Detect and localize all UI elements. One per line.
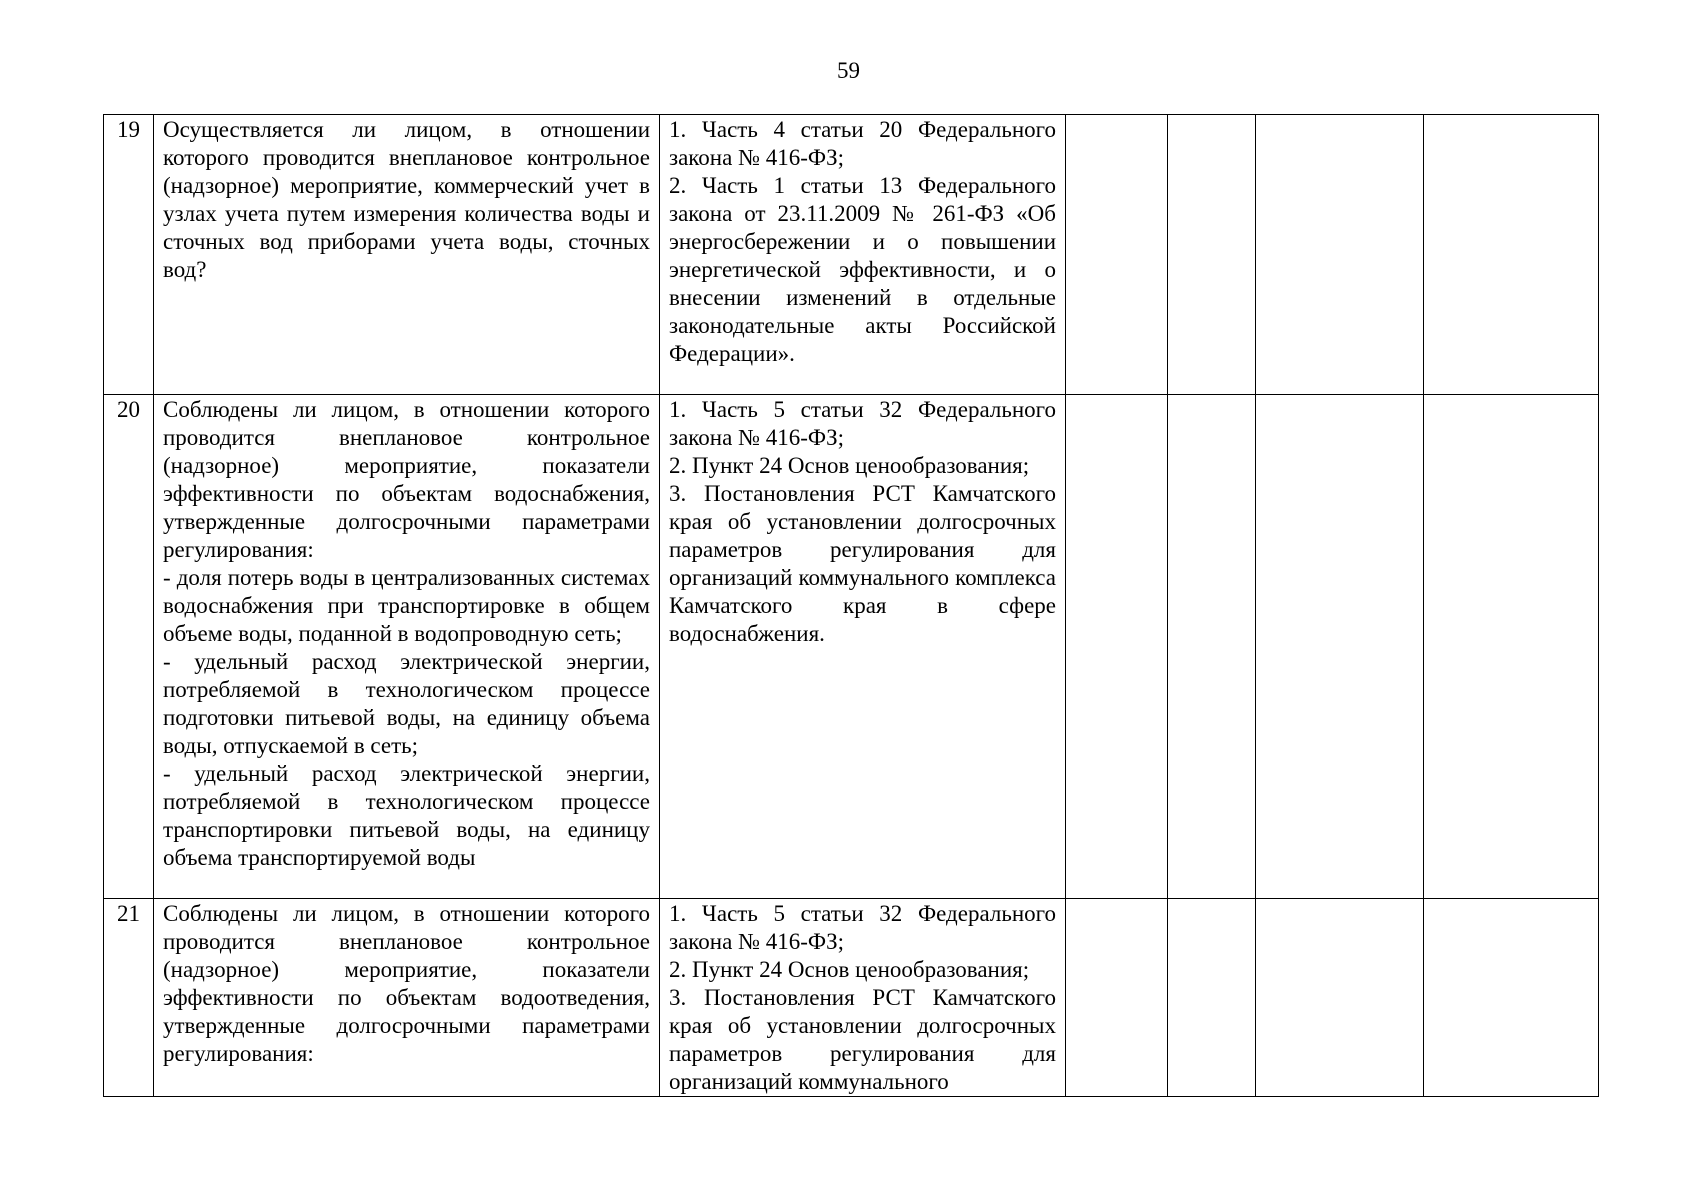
table-row xyxy=(104,115,1599,395)
answer-cell-not-applicable[interactable] xyxy=(1256,899,1424,1097)
answer-cell-yes[interactable] xyxy=(1066,395,1168,899)
question-text: Осуществляется ли лицом, в отношении которого проводится внеплановое контрольное (надзорное) мероприятие, коммерческий учет в узлах учета путем измерения количества воды и сточных вод приборами учета воды, сточных вод? xyxy=(163,117,650,282)
question-cell xyxy=(154,395,660,899)
indicator-item: - удельный расход электрической энергии, потребляемой в технологическом процессе транспортировки питьевой воды, на единицу объема транспортируемой воды xyxy=(163,761,650,870)
question-cell xyxy=(154,899,660,1097)
reference-item: 2. Пункт 24 Основ ценообразования; xyxy=(669,453,1030,478)
answer-cell-no[interactable] xyxy=(1168,115,1256,395)
page-number: 59 xyxy=(837,58,860,83)
answer-cell-yes[interactable] xyxy=(1066,115,1168,395)
answer-cell-no[interactable] xyxy=(1168,395,1256,899)
legal-reference-cell xyxy=(660,899,1066,1097)
note-cell[interactable] xyxy=(1424,899,1599,1097)
reference-item: 1. Часть 5 статьи 32 Федерального закона № 416-ФЗ; xyxy=(669,397,1056,450)
question-cell xyxy=(154,115,660,395)
note-cell[interactable] xyxy=(1424,115,1599,395)
row-number: 19 xyxy=(104,115,154,395)
answer-cell-not-applicable[interactable] xyxy=(1256,115,1424,395)
question-text: Соблюдены ли лицом, в отношении которого проводится внеплановое контрольное (надзорное) мероприятие, показатели эффективности по объектам водоснабжения, утвержденные долгосрочными параметрами регулирования: xyxy=(163,397,650,562)
question-text: Соблюдены ли лицом, в отношении которого проводится внеплановое контрольное (надзорное) мероприятие, показатели эффективности по объектам водоотведения, утвержденные долгосрочными параметрами регулирования: xyxy=(163,901,650,1066)
note-cell[interactable] xyxy=(1424,395,1599,899)
reference-item: 2. Пункт 24 Основ ценообразования; xyxy=(669,957,1030,982)
checklist-table xyxy=(103,114,1599,1097)
table-row xyxy=(104,899,1599,1097)
reference-item: 1. Часть 4 статьи 20 Федерального закона № 416-ФЗ; xyxy=(669,117,1056,170)
answer-cell-no[interactable] xyxy=(1168,899,1256,1097)
legal-reference-cell xyxy=(660,395,1066,899)
row-number: 21 xyxy=(104,899,154,1097)
table-row xyxy=(104,395,1599,899)
legal-reference-cell xyxy=(660,115,1066,395)
reference-item: 1. Часть 5 статьи 32 Федерального закона № 416-ФЗ; xyxy=(669,901,1056,954)
indicator-item: - доля потерь воды в централизованных системах водоснабжения при транспортировке в общем объеме воды, поданной в водопроводную сеть; xyxy=(163,565,650,646)
answer-cell-not-applicable[interactable] xyxy=(1256,395,1424,899)
reference-item: 3. Постановления РСТ Камчатского края об установлении долгосрочных параметров регулирования для организаций коммунального xyxy=(669,985,1056,1094)
indicator-item: - удельный расход электрической энергии, потребляемой в технологическом процессе подготовки питьевой воды, на единицу объема воды, отпускаемой в сеть; xyxy=(163,649,650,758)
row-number: 20 xyxy=(104,395,154,899)
answer-cell-yes[interactable] xyxy=(1066,899,1168,1097)
reference-item: 2. Часть 1 статьи 13 Федерального закона от 23.11.2009 № 261-ФЗ «Об энергосбережении и о повышении энергетической эффективности, и о внесении изменений в отдельные законодательные акты Российской Федерации». xyxy=(669,173,1056,366)
reference-item: 3. Постановления РСТ Камчатского края об установлении долгосрочных параметров регулирования для организаций коммунального комплекса Камчатского края в сфере водоснабжения. xyxy=(669,481,1056,646)
